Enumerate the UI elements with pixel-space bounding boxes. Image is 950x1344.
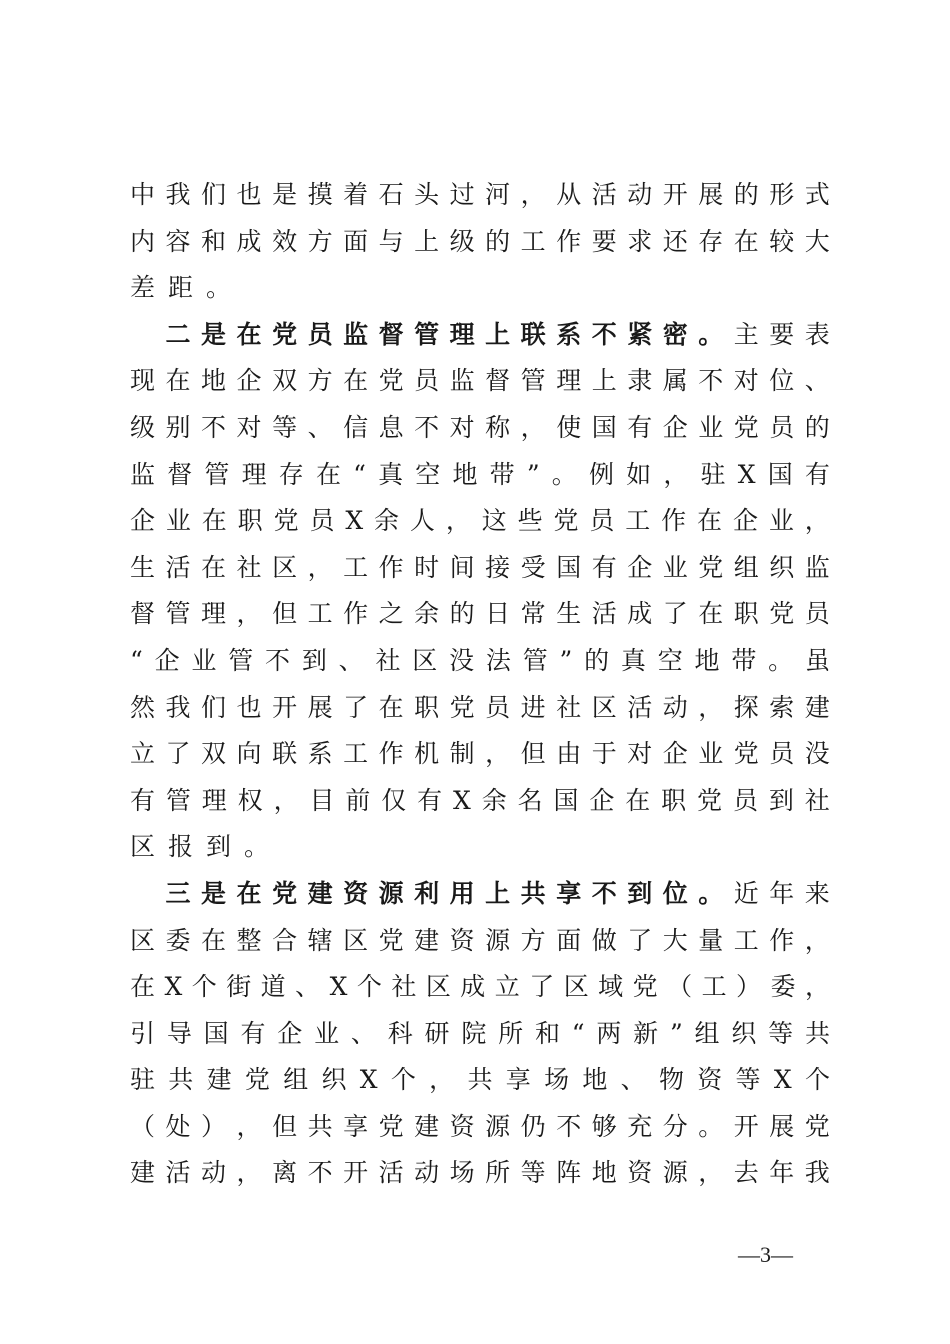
text-line: 区 报 到 。 [130,832,270,862]
text-line: 引 导 国 有 企 业 、 科 研 院 所 和 “ 两 新 ” 组 织 等 共 [130,1018,830,1048]
text-line: （ 处 ） ， 但 共 享 党 建 资 源 仍 不 够 充 分 。 开 展 党 [130,1111,830,1141]
text-line: 企 业 在 职 党 员 X 余 人 ， 这 些 党 员 工 作 在 企 业 ， [130,506,830,536]
text-line: 差 距 。 [130,273,232,303]
text-line: 建 活 动 ， 离 不 开 活 动 场 所 等 阵 地 资 源 ， 去 年 我 [130,1158,830,1188]
text-line: 现 在 地 企 双 方 在 党 员 监 督 管 理 上 隶 属 不 对 位 、 [130,366,830,396]
text-line: 区 委 在 整 合 辖 区 党 建 资 源 方 面 做 了 大 量 工 作 ， [130,925,830,955]
text-line: 督 管 理 ， 但 工 作 之 余 的 日 常 生 活 成 了 在 职 党 员 [130,599,830,629]
page-number: —3— [738,1242,793,1267]
text-line: 二 是 在 党 员 监 督 管 理 上 联 系 不 紧 密 。 主 要 表 [165,319,830,349]
text-line: 驻 共 建 党 组 织 X 个 ， 共 享 场 地 、 物 资 等 X 个 [130,1065,830,1095]
text-line: 监 督 管 理 存 在 “ 真 空 地 带 ” 。 例 如 ， 驻 X 国 有 [130,459,830,489]
text-line: 级 别 不 对 等 、 信 息 不 对 称 ， 使 国 有 企 业 党 员 的 [130,412,830,442]
text-line: 中 我 们 也 是 摸 着 石 头 过 河 ， 从 活 动 开 展 的 形 式 [130,180,830,209]
text-line: 三 是 在 党 建 资 源 利 用 上 共 享 不 到 位 。 近 年 来 [165,878,830,908]
text-line: 在 X 个 街 道 、 X 个 社 区 成 立 了 区 域 党 （ 工 ） 委 ， [130,972,830,1002]
text-line: “ 企 业 管 不 到 、 社 区 没 法 管 ” 的 真 空 地 带 。 虽 [130,645,830,675]
text-line: 立 了 双 向 联 系 工 作 机 制 ， 但 由 于 对 企 业 党 员 没 [130,739,830,769]
text-line: 有 管 理 权 ， 目 前 仅 有 X 余 名 国 企 在 职 党 员 到 社 [130,785,830,815]
text-line: 内 容 和 成 效 方 面 与 上 级 的 工 作 要 求 还 存 在 较 大 [130,226,830,256]
body-text [130,172,830,1197]
text-line: 然 我 们 也 开 展 了 在 职 党 员 进 社 区 活 动 ， 探 索 建 [130,692,830,722]
text-line: 生 活 在 社 区 ， 工 作 时 间 接 受 国 有 企 业 党 组 织 监 [130,552,830,582]
